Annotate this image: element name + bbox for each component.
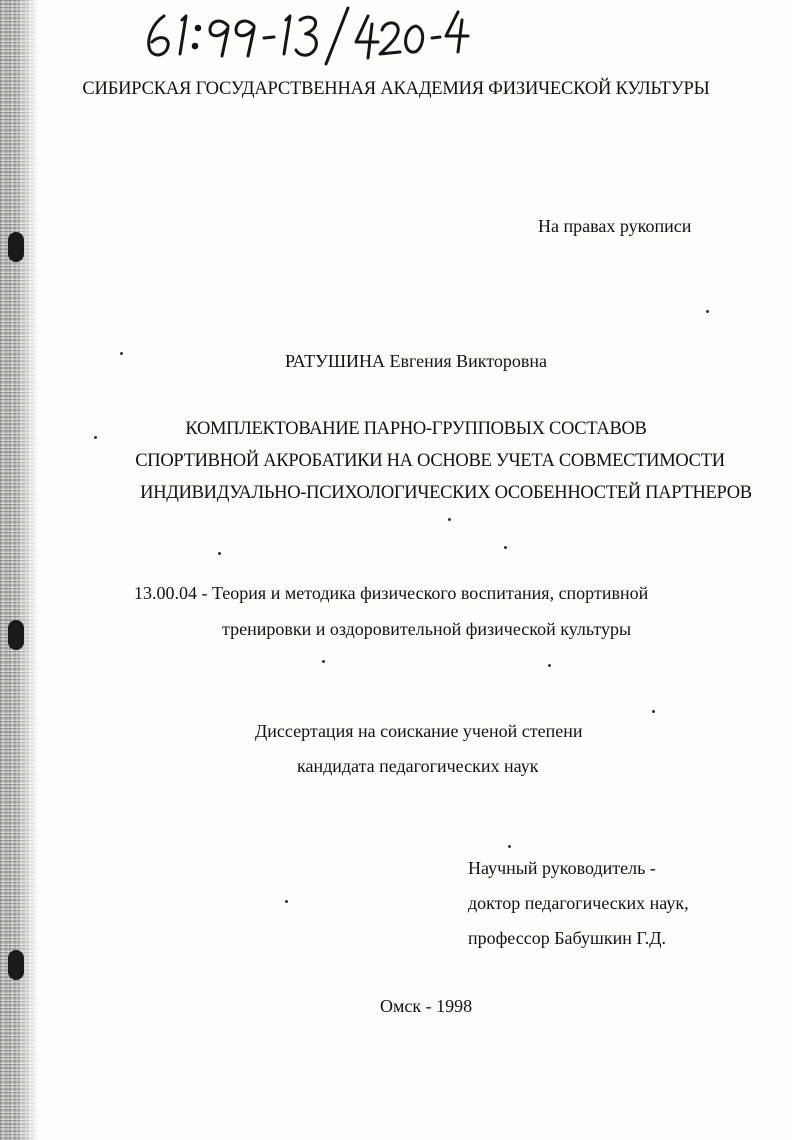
specialty-line: тренировки и оздоровительной физической культуры [222, 619, 632, 639]
academy-name: СИБИРСКАЯ ГОСУДАРСТВЕННАЯ АКАДЕМИЯ ФИЗИЧЕСКОЙ КУЛЬТУРЫ [82, 79, 710, 99]
dissertation-title-line: СПОРТИВНОЙ АКРОБАТИКИ НА ОСНОВЕ УЧЕТА СОВМЕСТИМОСТИ [135, 451, 725, 471]
scan-speck [218, 552, 221, 555]
place-and-year: Омск - 1998 [380, 996, 473, 1016]
supervisor-line: доктор педагогических наук, [468, 893, 689, 913]
supervisor-line: профессор Бабушкин Г.Д. [468, 928, 667, 948]
scan-speck [448, 518, 451, 521]
binding-hole-mark [8, 950, 24, 980]
dissertation-title-line: ИНДИВИДУАЛЬНО-ПСИХОЛОГИЧЕСКИХ ОСОБЕННОСТЕЙ ПАРТНЕРОВ [140, 483, 752, 503]
scan-speck [706, 310, 709, 313]
scan-speck [504, 546, 507, 549]
handwritten-catalog-number [142, 6, 472, 68]
scan-speck [548, 664, 551, 667]
scan-speck [322, 660, 325, 663]
scan-speck [285, 900, 288, 903]
degree-line: Диссертация на соискание ученой степени [255, 721, 583, 741]
binding-hole-mark [8, 232, 24, 262]
specialty-line: 13.00.04 - Теория и методика физического воспитания, спортивной [134, 583, 649, 603]
dissertation-title-line: КОМПЛЕКТОВАНИЕ ПАРНО-ГРУППОВЫХ СОСТАВОВ [185, 419, 647, 439]
binding-hole-mark [8, 620, 24, 650]
scan-speck [652, 710, 655, 713]
manuscript-rights-note: На правах рукописи [538, 216, 692, 236]
scan-speck [508, 845, 511, 848]
degree-line: кандидата педагогических наук [297, 756, 539, 776]
author-name: РАТУШИНА Евгения Викторовна [284, 351, 548, 371]
supervisor-line: Научный руководитель - [468, 858, 656, 878]
